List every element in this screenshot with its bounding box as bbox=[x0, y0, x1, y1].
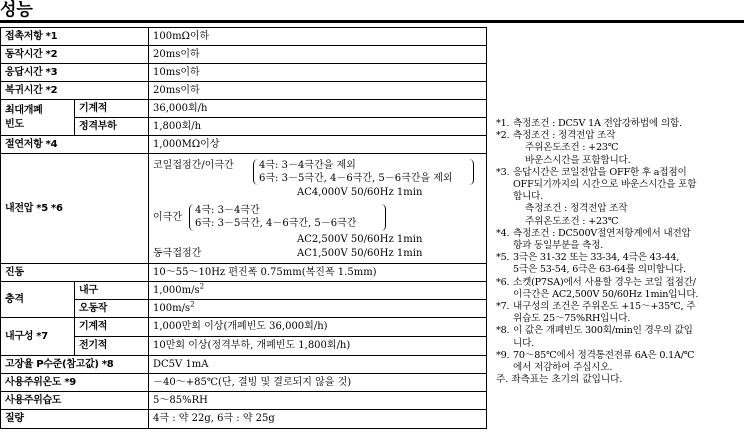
title-rule bbox=[0, 20, 744, 23]
row-value: 1,000만회 이상(개폐빈도 36,000회/h) bbox=[149, 318, 487, 337]
footnote-line: 70～85℃에서 정격통전전류 6A은 0.1A/℃ bbox=[513, 349, 695, 361]
footnote-line: 에서 저감하여 주십시오. bbox=[513, 362, 613, 374]
footnote-line: 항과 동일부분을 측정. bbox=[513, 240, 604, 252]
footnote-mark: *9. bbox=[496, 349, 510, 361]
row-label: 진동 bbox=[1, 264, 149, 282]
row-value: 1,800회/h bbox=[149, 118, 487, 136]
footnote-item bbox=[496, 118, 744, 130]
row-value: －40～+85℃(단, 결빙 및 결로되지 않을 것) bbox=[149, 374, 487, 392]
footnote-line: 측정조건 : 정격전압 조작 bbox=[513, 130, 616, 142]
row-label: 접촉저항 *1 bbox=[1, 28, 149, 46]
table-row bbox=[1, 64, 487, 82]
sub-label: 오동작 bbox=[75, 300, 149, 318]
table-row bbox=[1, 100, 487, 118]
footnote-line: 주위온도조건 : +23℃ bbox=[525, 142, 619, 154]
sub-label: 내구 bbox=[75, 282, 149, 300]
table-row bbox=[1, 264, 487, 282]
footnote-line: 합니다. bbox=[513, 191, 544, 203]
footnote-line: 소켓(P7SA)에서 사용할 경우는 코일 접점간/ bbox=[513, 276, 696, 288]
row-value: 10ms이하 bbox=[149, 64, 487, 82]
row-value: $1,000m/s^2$ bbox=[149, 282, 487, 300]
sub-label: 기계적 bbox=[75, 100, 149, 118]
page-title: 성능 bbox=[0, 0, 33, 20]
coil-label: 코일접점간/이극간 bbox=[153, 160, 234, 171]
row-label: 고장율 P수준(참고값) *8 bbox=[1, 356, 149, 374]
footnote-mark: *2. bbox=[496, 130, 510, 142]
footnote-mark: *4. bbox=[496, 227, 510, 239]
open-brace bbox=[253, 159, 258, 185]
footnote-line: 3극은 31-32 또는 33-34, 4극은 43-44, bbox=[513, 252, 680, 264]
row-value: 100mΩ이하 bbox=[149, 28, 487, 46]
footnote-item bbox=[496, 350, 744, 374]
close-brace bbox=[381, 204, 386, 231]
footnote-mark: *1. bbox=[496, 118, 510, 129]
table-row bbox=[1, 154, 487, 264]
footnote-mark: *5. bbox=[496, 252, 510, 264]
inter-4pole: 4극: 3－4극간 bbox=[195, 205, 260, 216]
table-row bbox=[1, 136, 487, 154]
footnote-line: 바운스시간을 포함합니다. bbox=[525, 154, 631, 166]
table-row bbox=[1, 46, 487, 64]
withstand-voltage-cell bbox=[149, 154, 487, 264]
row-value: 36,000회/h bbox=[149, 100, 487, 118]
open-brace bbox=[189, 204, 194, 231]
footnote-line: 니다. bbox=[513, 337, 534, 349]
footnote-item bbox=[496, 130, 744, 167]
table-row bbox=[1, 374, 487, 392]
row-value: $100m/s^2$ bbox=[149, 300, 487, 318]
table-row bbox=[1, 282, 487, 300]
footnote-mark: *8. bbox=[496, 325, 510, 337]
close-brace bbox=[469, 159, 474, 185]
sub-label: 정격부하 bbox=[75, 118, 149, 136]
row-value: 10～55～10Hz 편진폭 0.75mm(복진폭 1.5mm) bbox=[149, 264, 487, 282]
row-label: 최대개폐 빈도 bbox=[1, 100, 75, 136]
footnote-item bbox=[496, 167, 744, 228]
footnote-item bbox=[496, 277, 744, 301]
row-label: 질량 bbox=[1, 410, 149, 429]
row-label: 내구성 *7 bbox=[1, 318, 75, 356]
sub-label: 기계적 bbox=[75, 318, 149, 337]
table-row bbox=[1, 356, 487, 374]
coil-6pole: 6극: 3－5극간, 4－6극간, 5－6극간을 제외 bbox=[259, 173, 453, 184]
table-row bbox=[1, 318, 487, 337]
footnote-mark: *3. bbox=[496, 166, 510, 178]
footnote-item bbox=[496, 252, 744, 276]
footnotes bbox=[496, 118, 744, 386]
table-row bbox=[1, 410, 487, 429]
table-row bbox=[1, 392, 487, 410]
row-label: 사용주위온도 *9 bbox=[1, 374, 149, 392]
row-value: 1,000MΩ이상 bbox=[149, 136, 487, 154]
row-label: 동작시간 *2 bbox=[1, 46, 149, 64]
footnote-mark: *6. bbox=[496, 276, 510, 288]
footnote-line: 이 값은 개폐빈도 300회/min인 경우의 값입 bbox=[513, 325, 693, 337]
row-value: 20ms이하 bbox=[149, 82, 487, 100]
sub-label: 전기적 bbox=[75, 337, 149, 356]
footnote-mark: *7. bbox=[496, 301, 510, 313]
row-value: 4극 : 약 22g, 6극 : 약 25g bbox=[149, 410, 487, 429]
footnote-initial-values: 주. 좌측표는 초기의 값입니다. bbox=[496, 374, 623, 386]
footnote-line: 측정조건 : 정격전압 조작 bbox=[525, 203, 628, 215]
footnote-item bbox=[496, 301, 744, 325]
coil-4pole: 4극: 3－4극간을 제외 bbox=[259, 160, 356, 171]
inter-rating: AC2,500V 50/60Hz 1min bbox=[297, 234, 423, 245]
row-label: 절연저항 *4 bbox=[1, 136, 149, 154]
row-label: 응답시간 *3 bbox=[1, 64, 149, 82]
row-label: 사용주위습도 bbox=[1, 392, 149, 410]
footnote-line: 위습도 25～75%RH입니다. bbox=[513, 313, 631, 325]
row-value: 20ms이하 bbox=[149, 46, 487, 64]
row-label: 복귀시간 *2 bbox=[1, 82, 149, 100]
footnote-line: 측정조건 : DC500V절연저항계에서 내전압 bbox=[513, 227, 691, 239]
footnote-line: OFF되기까지의 시간으로 바운스시간을 포함 bbox=[513, 179, 697, 191]
footnote-line: 주위온도조건 : +23℃ bbox=[525, 215, 619, 227]
footnote-item bbox=[496, 325, 744, 349]
inter-label: 이극간 bbox=[153, 212, 182, 223]
table-row bbox=[1, 28, 487, 46]
footnote-line: 이극간은 AC2,500V 50/60Hz 1min입니다. bbox=[513, 288, 699, 300]
spec-table bbox=[0, 27, 487, 429]
row-label: 충격 bbox=[1, 282, 75, 318]
coil-rating: AC4,000V 50/60Hz 1min bbox=[297, 187, 423, 198]
row-value: 10만회 이상(정격부하, 개폐빈도 1,800회/h) bbox=[149, 337, 487, 356]
inter-6pole: 6극: 3－5극간, 4－6극간, 5－6극간 bbox=[195, 218, 357, 229]
same-label: 동극접점간 bbox=[153, 248, 202, 259]
row-label: 내전압 *5 *6 bbox=[1, 154, 149, 264]
row-value: DC5V 1mA bbox=[149, 356, 487, 374]
footnote-item bbox=[496, 228, 744, 252]
same-rating: AC1,500V 50/60Hz 1min bbox=[297, 248, 423, 259]
row-value: 5～85%RH bbox=[149, 392, 487, 410]
table-row bbox=[1, 82, 487, 100]
footnote-line: 측정조건 : DC5V 1A 전압강하법에 의함. bbox=[513, 118, 682, 129]
footnote-line: 5극은 53-54, 6극은 63-64를 의미합니다. bbox=[513, 264, 686, 276]
footnote-line: 응답시간은 코일전압을 OFF한 후 a접점이 bbox=[513, 166, 687, 178]
footnote-line: 내구성의 조건은 주위온도 +15～+35℃, 주 bbox=[513, 301, 696, 313]
